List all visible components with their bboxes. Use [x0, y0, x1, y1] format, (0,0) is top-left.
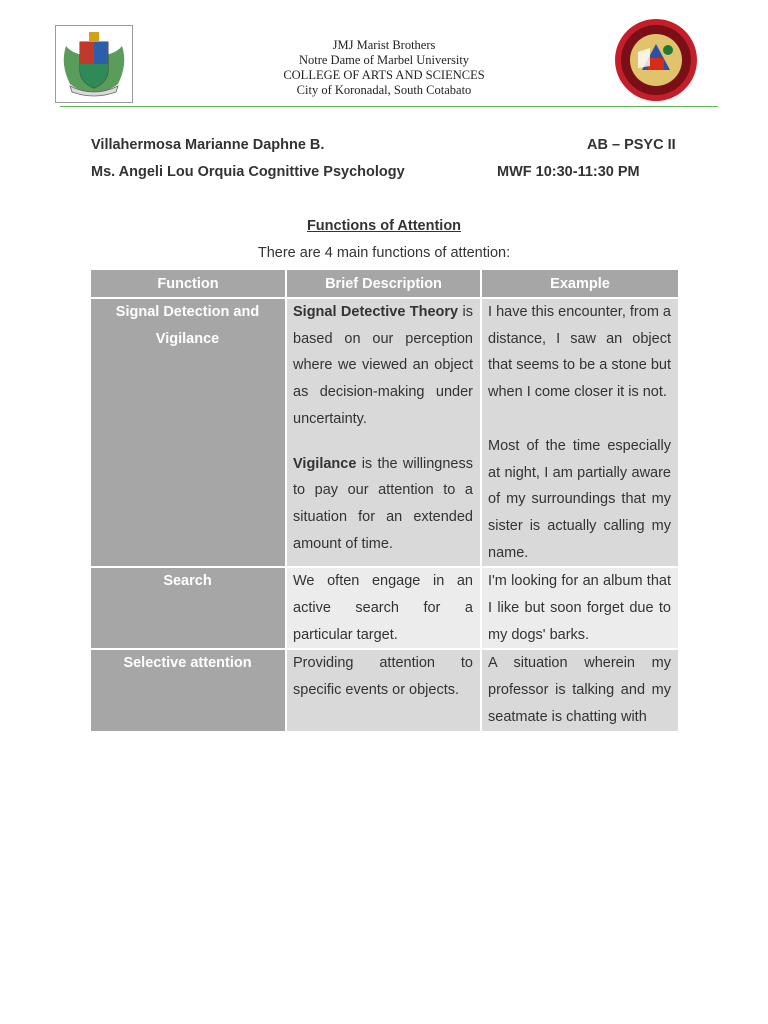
column-header-description: Brief Description [286, 270, 481, 298]
term-bold: Signal Detective Theory [293, 304, 459, 320]
institution-line-3: COLLEGE OF ARTS AND SCIENCES [283, 68, 485, 82]
institution-line-1: JMJ Marist Brothers [332, 38, 436, 52]
term-definition: is the willingness to pay our attention to a situation for an extended amount of time. [293, 455, 473, 552]
description-cell [286, 298, 481, 567]
column-header-example: Example [481, 270, 678, 298]
class-schedule: MWF 10:30-11:30 PM [497, 164, 640, 180]
institution-line-2: Notre Dame of Marbel University [298, 53, 470, 67]
example-cell [481, 298, 678, 567]
function-cell: Selective attention [91, 649, 286, 730]
document-title: Functions of Attention [306, 218, 462, 234]
example-paragraph: I have this encounter, from a distance, I saw an object that seems to be a stone but when I come closer it is not. [488, 304, 671, 401]
institution-block [234, 38, 534, 98]
university-seal-logo [55, 25, 133, 103]
table-header-row [91, 270, 678, 298]
term-definition: is based on our perception where we viewed an object as decision-making under uncertainty. [293, 304, 473, 427]
table-row [91, 567, 678, 649]
function-cell: Signal Detection and Vigilance [91, 298, 286, 567]
instructor-subject: Ms. Angeli Lou Orquia Cognittive Psychology [91, 164, 405, 180]
example-cell: A situation wherein my professor is talking and my seatmate is chatting with [481, 649, 678, 730]
example-cell: I'm looking for an album that I like but soon forget due to my dogs' barks. [481, 567, 678, 649]
description-paragraph [293, 451, 473, 558]
column-header-function: Function [91, 270, 286, 298]
student-name: Villahermosa Marianne Daphne B. [91, 137, 325, 153]
college-of-arts-and-sciences-logo [612, 18, 700, 102]
term-bold: Vigilance [293, 455, 357, 472]
course-code: AB – PSYC II [587, 137, 676, 153]
description-cell: Providing attention to specific events or objects. [286, 649, 481, 730]
letterhead [0, 0, 768, 110]
header-divider [60, 106, 718, 107]
institution-line-4: City of Koronadal, South Cotabato [296, 83, 472, 97]
table-row [91, 649, 678, 730]
example-paragraph: Most of the time especially at night, I am partially aware of my surroundings that my sister is actually calling my name. [488, 437, 671, 561]
description-cell: We often engage in an active search for a particular target. [286, 567, 481, 649]
function-cell: Search [91, 567, 286, 649]
functions-table [91, 270, 678, 731]
intro-text: There are 4 main functions of attention: [257, 245, 511, 261]
table-row [91, 298, 678, 567]
description-paragraph [293, 299, 473, 433]
